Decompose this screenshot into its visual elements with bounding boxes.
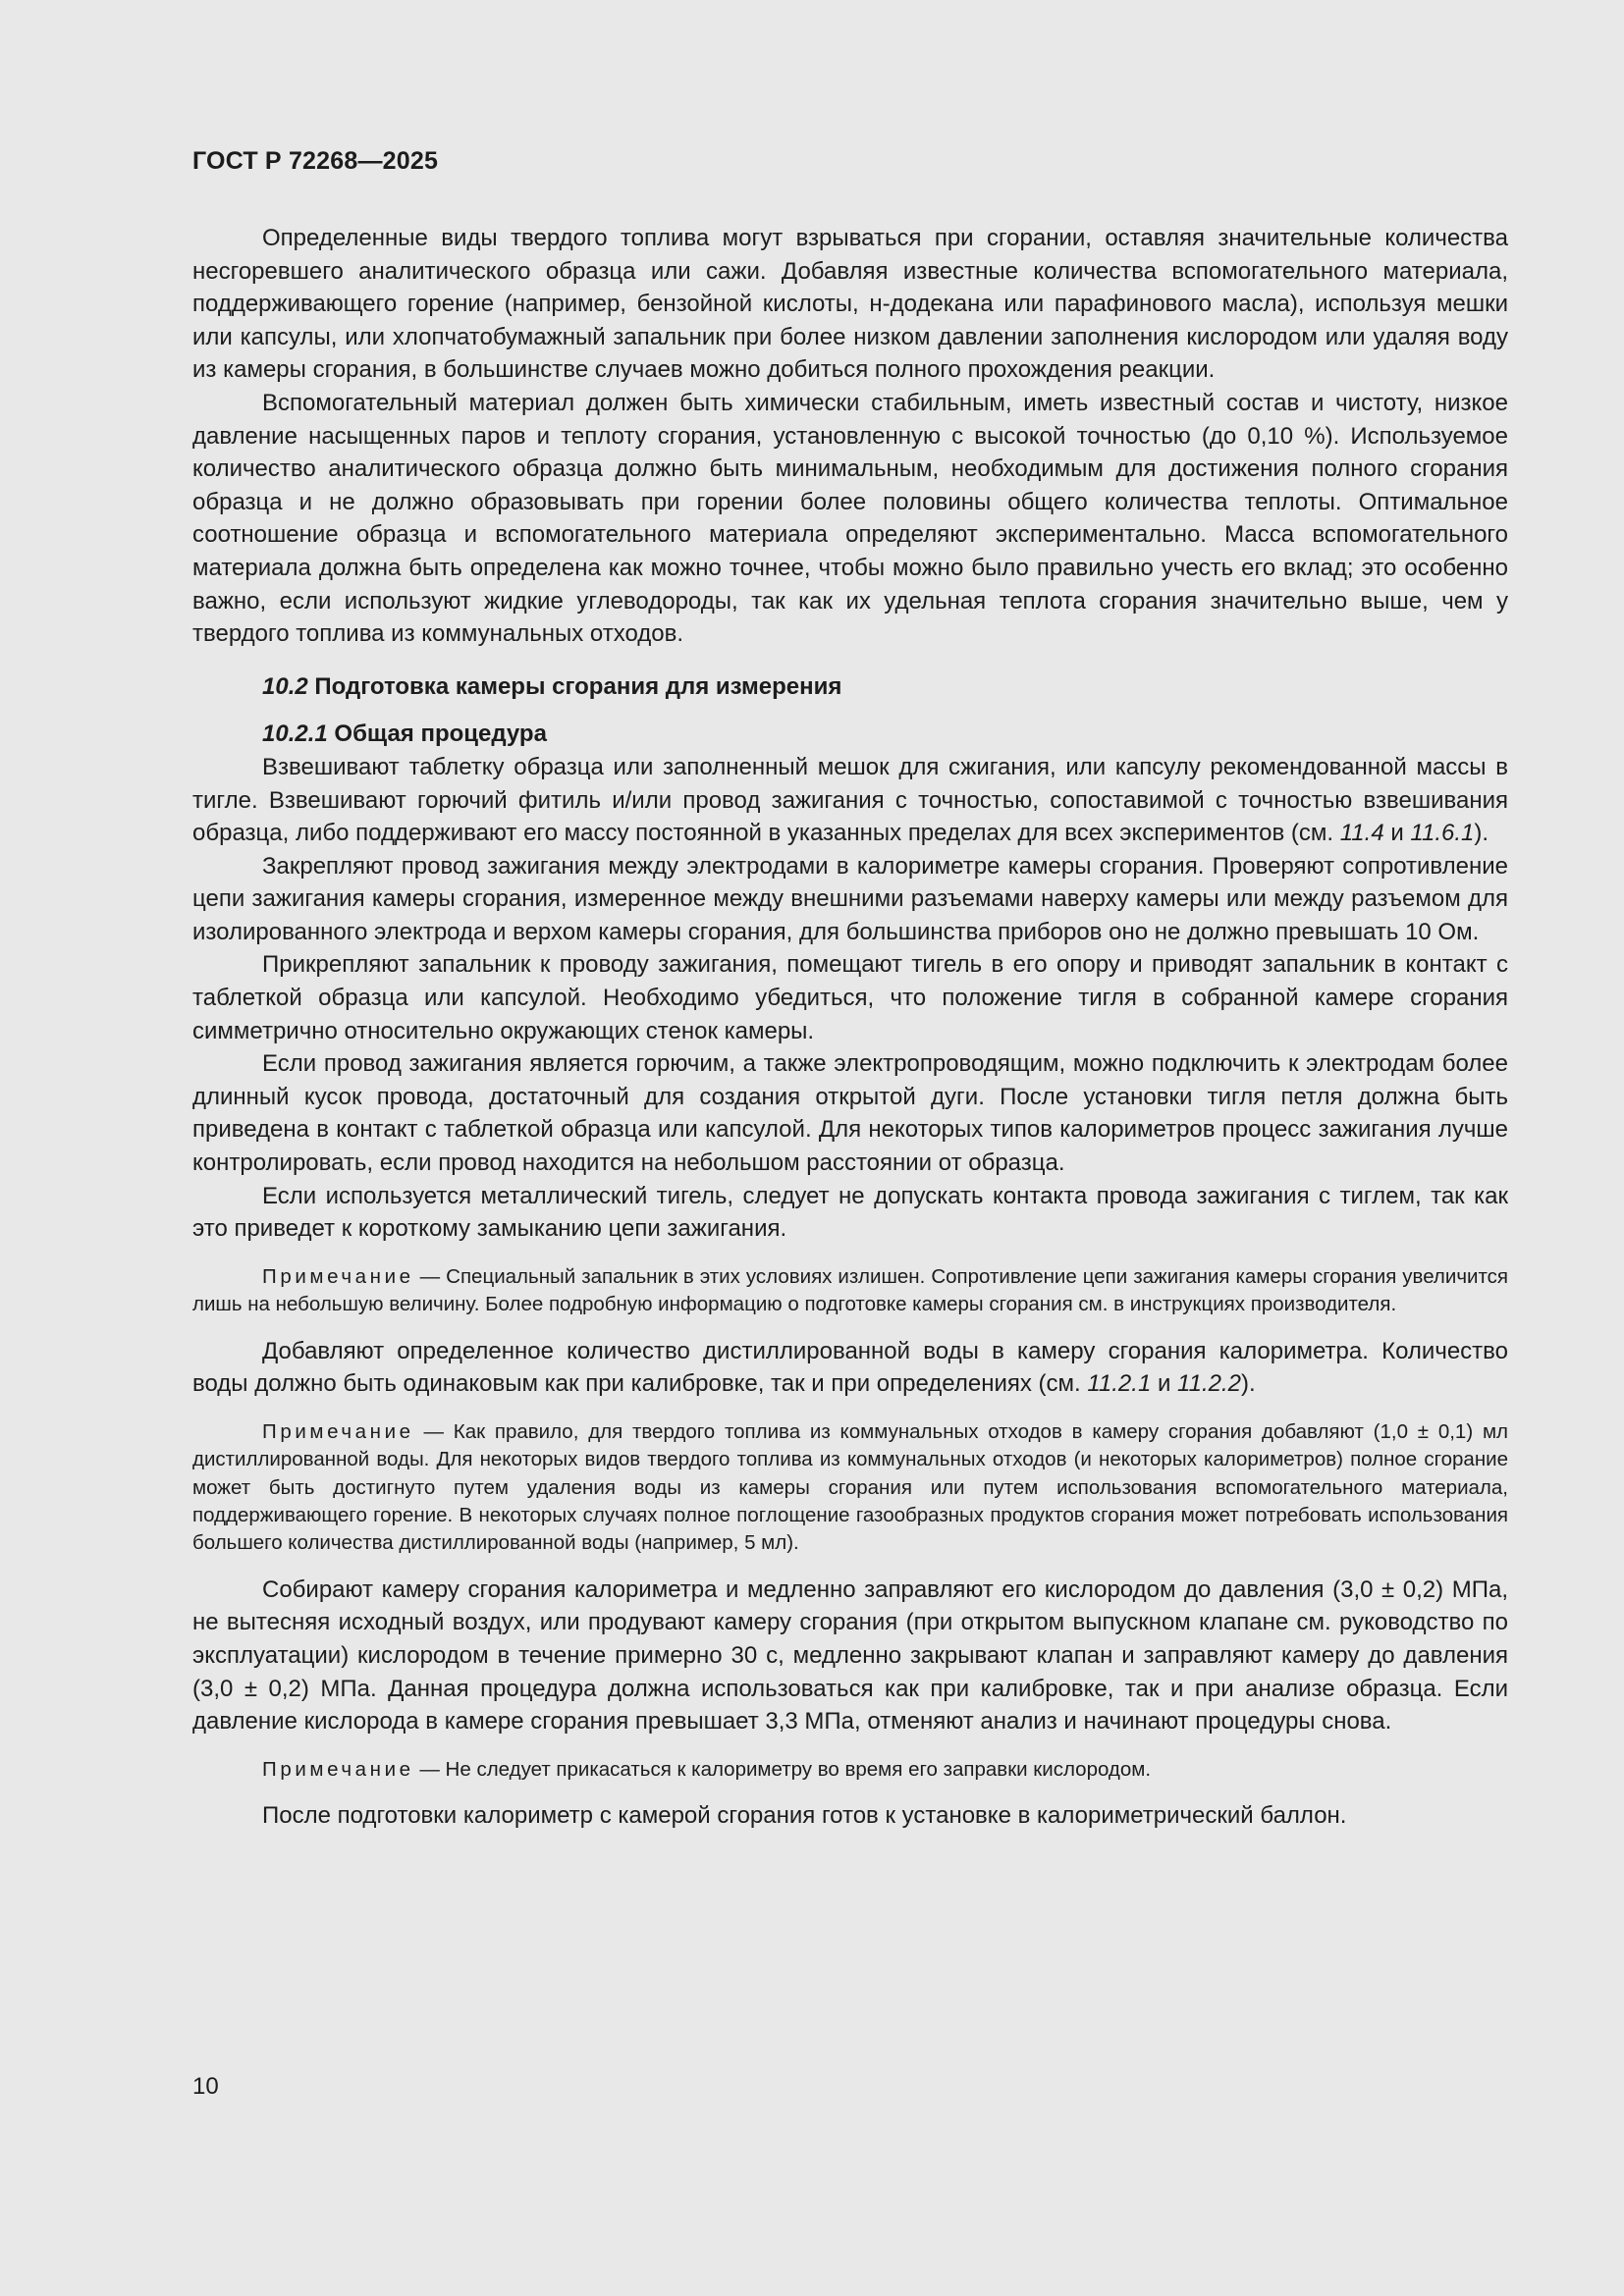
cross-reference-link[interactable]: 11.2.1 [1087, 1370, 1152, 1398]
paragraph-ignition-wire: Закрепляют провод зажигания между электродами в калориметре камеры сгорания. Проверяют сопротивление цепи зажигания камеры сгорания, измеренное между внешними разъемами наверху камеры или между разъемом для изолированного электрода и верхом камеры сгорания, для большинства приборов оно не должно превышать 10 Ом. [192, 852, 1508, 945]
section-number: 10.2.1 [262, 721, 328, 748]
cross-reference-link[interactable]: 11.4 [1339, 820, 1384, 847]
section-title: Подготовка камеры сгорания для измерения [307, 672, 842, 700]
note-text: — Как правило, для твердого топлива из коммунальных отходов в камеру сгорания добавляют (1,0 ± 0,1) мл дистиллированной воды. Для некоторых видов твердого топлива из коммунальных отходов (и некоторых калориметров) полное сгорание может быть достигнуто путем удаления воды из камеры сгорания или путем использования вспомогательного материала, поддерживающего горение. В некоторых случаях полное поглощение газообразных продуктов сгорания может потребовать использования большего количества дистиллированной воды (например, 5 мл). [192, 1419, 1508, 1555]
note-text: — Специальный запальник в этих условиях излишен. Сопротивление цепи зажигания камеры сгорания увеличится лишь на небольшую величину. Более подробную информацию о подготовке камеры сгорания см. в инструкциях производителя. [192, 1264, 1508, 1316]
paragraph-metal-crucible: Если используется металлический тигель, следует не допускать контакта провода зажигания с тиглем, так как это приведет к короткому замыканию цепи зажигания. [192, 1182, 1508, 1243]
text-run: Добавляют определенное количество дистиллированной воды в камеру сгорания калориметра. Количество воды должно быть одинаковым как при калибровке, так и при определениях (см. [192, 1337, 1508, 1398]
document-body [192, 222, 1508, 1833]
paragraph-auxiliary-material: Вспомогательный материал должен быть химически стабильным, иметь известный состав и чистоту, низкое давление насыщенных паров и теплоту сгорания, установленную с высокой точностью (до 0,10 %). Используемое количество аналитического образца должно быть минимальным, необходимым для достижения полного сгорания образца и не должно образовывать при горении более половины общего количества теплоты. Оптимальное соотношение образца и вспомогательного материала определяют экспериментально. Масса вспомогательного материала должна быть определена как можно точнее, чтобы можно было правильно учесть его вклад; это особенно важно, если используют жидкие углеводороды, так как их удельная теплота сгорания значительно выше, чем у твердого топлива из коммунальных отходов. [192, 389, 1508, 648]
paragraph-weighing [192, 751, 1508, 850]
paragraph-explosion: Определенные виды твердого топлива могут взрываться при сгорании, оставляя значительные количества несгоревшего аналитического образца или сажи. Добавляя известные количества вспомогательного материала, поддерживающего горение (например, бензойной кислоты, н-додекана или парафинового масла), используя мешки или капсулы, или хлопчатобумажный запальник при более низком давлении заполнения кислородом или удаляя воду из камеры сгорания, в большинстве случаев можно добиться полного прохождения реакции. [192, 225, 1508, 384]
paragraph-distilled-water [192, 1335, 1508, 1401]
note-text: — Не следует прикасаться к калориметру во время его заправки кислородом. [413, 1757, 1152, 1781]
note-label: Примечание [262, 1757, 414, 1781]
note-water-amount [192, 1418, 1508, 1558]
section-number: 10.2 [262, 672, 308, 700]
note-special-fuse [192, 1263, 1508, 1319]
text-run: ). [1474, 820, 1489, 847]
paragraph-oxygen-filling: Собирают камеру сгорания калориметра и медленно заправляют его кислородом до давления (3,0 ± 0,2) МПа, не вытесняя исходный воздух, или продувают камеру сгорания (при открытом выпускном клапане см. руководство по эксплуатации) кислородом в течение примерно 30 с, медленно закрывают клапан и заправляют камеру до давления (3,0 ± 0,2) МПа. Данная процедура должна использоваться как при калибровке, так и при анализе образца. Если давление кислорода в камере сгорания превышает 3,3 МПа, отменяют анализ и начинают процедуры снова. [192, 1575, 1508, 1735]
text-run: Взвешивают таблетку образца или заполненный мешок для сжигания, или капсулу рекомендованной массы в тигле. Взвешивают горючий фитиль и/или провод зажигания с точностью, сопоставимой с точностью взвешивания образца, либо поддерживают его массу постоянной в указанных пределах для всех экспериментов (см. [192, 753, 1508, 847]
page-number: 10 [192, 2073, 219, 2100]
document-header: ГОСТ Р 72268—2025 [192, 147, 439, 175]
section-heading-10-2-1 [192, 718, 1508, 751]
text-run: и [1151, 1370, 1178, 1398]
paragraph-ready-for-install: После подготовки калориметр с камерой сгорания готов к установке в калориметрический баллон. [262, 1802, 1347, 1830]
section-title: Общая процедура [327, 721, 547, 748]
note-label: Примечание [262, 1264, 414, 1288]
paragraph-fuse-crucible: Прикрепляют запальник к проводу зажигания, помещают тигель в его опору и приводят запальник в контакт с таблеткой образца или капсулой. Необходимо убедиться, что положение тигля в собранной камере сгорания симметрично относительно окружающих стенок камеры. [192, 951, 1508, 1044]
note-label: Примечание [262, 1419, 414, 1443]
note-do-not-touch [192, 1756, 1508, 1784]
text-run: ). [1241, 1370, 1256, 1398]
cross-reference-link[interactable]: 11.6.1 [1410, 820, 1475, 847]
paragraph-combustible-wire: Если провод зажигания является горючим, а также электропроводящим, можно подключить к электродам более длинный кусок провода, достаточный для создания открытой дуги. После установки тигля петля должна быть приведена в контакт с таблеткой образца или капсулой. Для некоторых типов калориметров процесс зажигания лучше контролировать, если провод находится на небольшом расстоянии от образца. [192, 1050, 1508, 1177]
text-run: и [1383, 820, 1411, 847]
section-heading-10-2 [192, 670, 1508, 704]
cross-reference-link[interactable]: 11.2.2 [1177, 1370, 1241, 1398]
